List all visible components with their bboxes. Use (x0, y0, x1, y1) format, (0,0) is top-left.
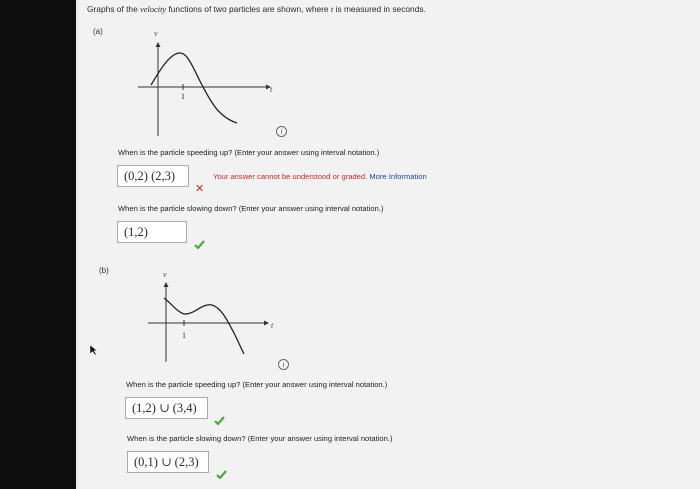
part-b-velocity-graph (140, 266, 280, 366)
part-a-label: (a) (93, 27, 103, 36)
part-a-tick-label: 1 (181, 92, 185, 101)
intro-emphasis-velocity: velocity (140, 5, 167, 14)
part-b-slowing-down-question: When is the particle slowing down? (Enter your answer using interval notation.) (127, 434, 393, 443)
part-a-v-label: v (154, 30, 158, 38)
correct-check-icon (194, 240, 205, 249)
intro-text-3: is measured in seconds. (333, 4, 426, 14)
correct-check-icon (214, 416, 225, 425)
error-text: Your answer cannot be understood or graded. (213, 172, 368, 181)
intro-emphasis-t: t (330, 5, 334, 14)
more-information-link[interactable]: More Information (369, 172, 427, 181)
correct-check-icon (216, 470, 227, 479)
part-a-t-label: t (270, 85, 273, 94)
part-b-t-axis-arrow (264, 321, 269, 326)
part-b-t-label: t (271, 321, 274, 330)
intro-text-1: Graphs of the (87, 4, 141, 14)
part-a-speeding-up-question: When is the particle speeding up? (Enter your answer using interval notation.) (118, 148, 380, 157)
part-a-error-message (213, 172, 427, 181)
intro-text-2: functions of two particles are shown, where (166, 4, 331, 14)
part-a-slowing-down-input[interactable]: (1,2) (117, 221, 187, 243)
part-a-info-icon[interactable]: i (276, 126, 287, 137)
part-a-slowing-down-question: When is the particle slowing down? (Enter your answer using interval notation.) (118, 204, 384, 213)
part-b-info-icon[interactable]: i (278, 359, 289, 370)
part-b-slowing-down-input[interactable]: (0,1) ∪ (2,3) (127, 451, 209, 473)
part-a-velocity-graph (130, 30, 280, 140)
part-b-label: (b) (99, 266, 109, 275)
part-b-v-axis-arrow (164, 282, 169, 287)
part-b-speeding-up-input[interactable]: (1,2) ∪ (3,4) (125, 397, 208, 419)
incorrect-x-icon: ✕ (195, 183, 205, 195)
part-a-v-axis-arrow (156, 42, 161, 47)
mouse-cursor-icon (89, 344, 98, 356)
part-b-v-label: v (163, 270, 167, 279)
part-a-speeding-up-input[interactable]: (0,2) (2,3) (117, 165, 189, 187)
problem-intro (87, 4, 426, 14)
part-b-velocity-curve (164, 298, 244, 354)
part-b-speeding-up-question: When is the particle speeding up? (Enter your answer using interval notation.) (126, 380, 388, 389)
part-b-tick-label: 1 (182, 331, 186, 340)
part-a-velocity-curve (151, 53, 237, 123)
